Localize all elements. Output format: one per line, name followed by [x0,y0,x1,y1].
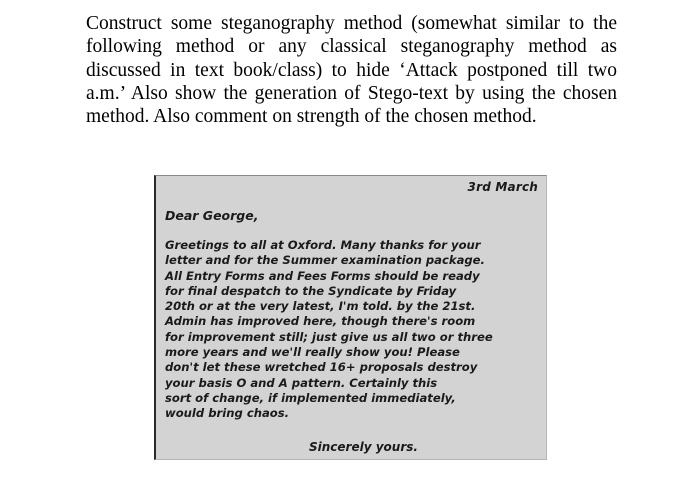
letter-line: 20th or at the very latest, I'm told. by the 21st. [165,299,476,314]
letter-line: for improvement still; just give us all two or three [165,329,493,344]
handwritten-letter-image [154,175,547,460]
letter-greeting: Dear George, [165,208,259,223]
letter-line: letter and for the Summer examination package. [165,253,485,268]
letter-closing: Sincerely yours. [309,440,418,454]
letter-line: don't let these wretched 16+ proposals destroy [165,360,478,375]
letter-date: 3rd March [467,180,538,194]
letter-line: Greetings to all at Oxford. Many thanks for your [165,238,481,252]
letter-line: would bring chaos. [165,406,290,421]
letter-body [165,238,540,422]
letter-line: Admin has improved here, though there's room [165,314,476,329]
letter-line: All Entry Forms and Fees Forms should be ready [165,268,480,283]
letter-line: sort of change, if implemented immediately, [165,390,456,405]
letter-line: your basis O and A pattern. Certainly this [165,375,438,390]
letter-line: for final despatch to the Syndicate by Friday [165,283,457,298]
assignment-prompt: Construct some steganography method (somewhat similar to the following method or any classical steganography method as discussed in text book/class) to hide ‘Attack postponed till two a.m.’ Also show the generation of Stego-text by using the chosen method. Also comment on strength of the chosen method. [86,13,617,128]
letter-line: more years and we'll really show you! Please [165,345,460,360]
